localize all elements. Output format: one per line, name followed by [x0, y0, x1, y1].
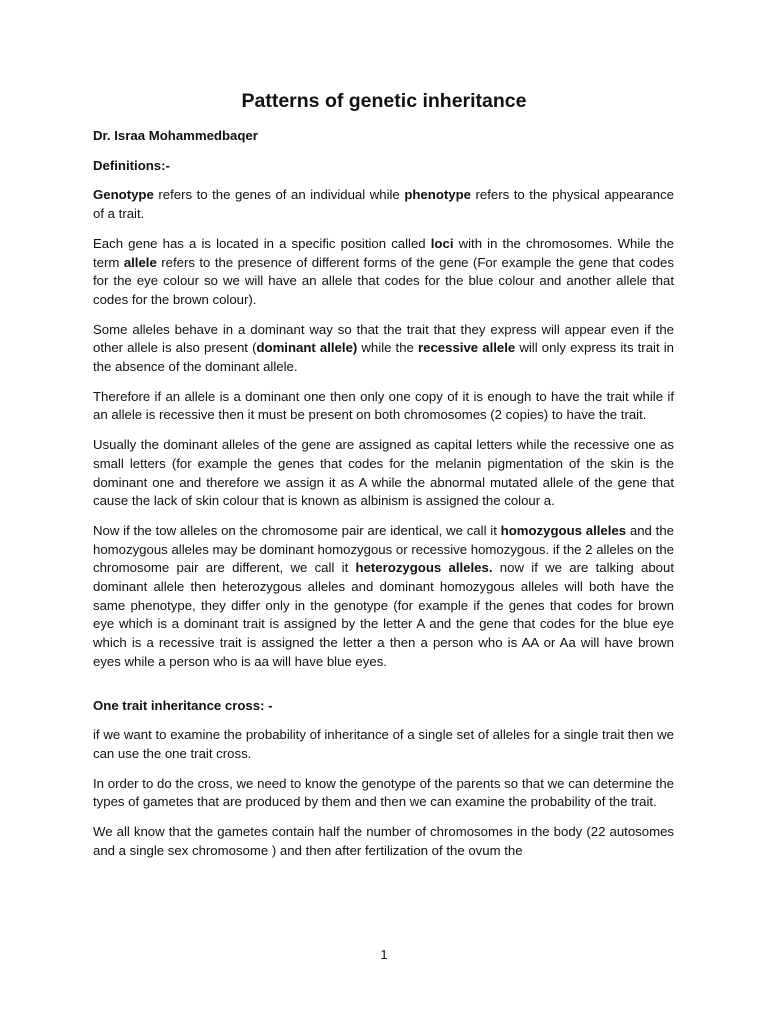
paragraph-one-trait-cross: if we want to examine the probability of inheritance of a single set of alleles for a single trait then we can use the one trait cross.: [93, 727, 674, 761]
term-dominant-allele: dominant allele): [256, 340, 358, 356]
term-allele: allele: [123, 254, 157, 270]
term-loci: loci: [430, 235, 454, 251]
definitions-heading: Definitions:-: [93, 157, 170, 173]
document-body: [93, 127, 674, 872]
term-homozygous-alleles: homozygous alleles: [500, 522, 627, 538]
paragraph-copies: Therefore if an allele is a dominant one then only one copy of it is enough to have the trait while if an allele is recessive then it must be present on both chromosomes (2 copies) to have the trait.: [93, 388, 674, 423]
author-line: Dr. Israa Mohammedbaqer: [93, 128, 258, 143]
one-trait-heading: One trait inheritance cross: -: [93, 697, 273, 713]
paragraph-homozygous-heterozygous: Now if the tow alleles on the chromosome pair are identical, we call it homozygous alleles and the homozygous alleles may be dominant homozygous or recessive homozygous. if the 2 alleles on the chromosome pair are different, we call it heterozygous alleles. now if we are talking about dominant allele then heterozygous alleles and dominant homozygous alleles will both have the same phenotype, they differ only in the genotype (for example if the genes that codes for brown eye which is a dominant trait is assigned by the letter A and the gene that codes for the blue eye which is a recessive trait is assigned the letter a then a person who is AA or Aa will have brown eyes while a person who is aa will have blue eyes.: [93, 522, 674, 669]
paragraph-loci-allele: Each gene has a is located in a specific position called loci with in the chromosomes. While the term allele refers to the presence of different forms of the gene (For example the gene that codes for the eye colour so we will have an allele that codes for the blue colour and another allele that codes for the brown colour).: [93, 235, 674, 307]
term-recessive-allele: recessive allele: [418, 340, 516, 356]
page-number: 1: [380, 947, 388, 962]
term-heterozygous-alleles: heterozygous alleles.: [355, 560, 493, 576]
term-phenotype: phenotype: [404, 187, 471, 203]
paragraph-parents-genotype: In order to do the cross, we need to know the genotype of the parents so that we can determine the types of gametes that are produced by them and then we can examine the probability of the trait.: [93, 775, 674, 810]
paragraph-capital-letters: Usually the dominant alleles of the gene are assigned as capital letters while the recessive one as small letters (for example the genes that codes for the melanin pigmentation of the skin is the dominant one and therefore we assign it as A while the abnormal mutated allele of the gene that cause the lack of skin colour that is known as albinism is assigned the colour a.: [93, 437, 674, 509]
document-title: Patterns of genetic inheritance: [241, 90, 527, 112]
term-genotype: Genotype: [93, 187, 154, 203]
paragraph-genotype-phenotype: Genotype refers to the genes of an individual while phenotype refers to the physical appearance of a trait.: [93, 187, 674, 222]
paragraph-dominant-recessive: Some alleles behave in a dominant way so that the trait that they express will appear even if the other allele is also present (dominant allele) while the recessive allele will only express its trait in the absence of the dominant allele.: [93, 321, 674, 375]
paragraph-gametes: We all know that the gametes contain half the number of chromosomes in the body (22 autosomes and a single sex chromosome ) and then after fertilization of the ovum the: [93, 824, 674, 858]
